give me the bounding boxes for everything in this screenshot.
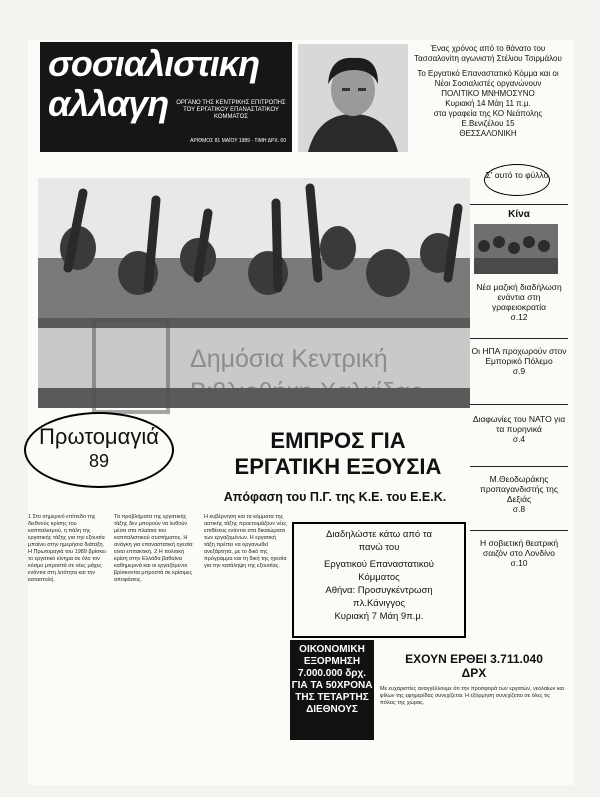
portrait-photo [298,44,408,152]
contents-item-china: Νέα μαζική διαδήλωση ενάντια στη γραφειοκρατία σ.12 [476,282,562,322]
divider [470,530,568,531]
contents-item-nato: Διαφωνίες του ΝΑΤΟ για τα πυρηνικά σ.4 [472,414,566,444]
watermark-line2: Βιβλιοθήκη Χαλκίδας [190,378,422,406]
divider [470,466,568,467]
in-this-issue-oval: Σ' αυτό το φύλλο [484,164,550,196]
library-watermark-logo [92,318,170,414]
divider [470,204,568,205]
contents-item-theodorakis: Μ.Θεοδωράκης προπαγανδιστής της Δεξιάς σ.8 [480,474,558,514]
masthead [40,42,292,152]
demonstration-call-box: Διαδηλώστε κάτω από τα πανώ του Εργατικού Επαναστατικού Κόμματος Αθήνα: Προσυγκέντρωση πλ.Κάνιγγος Κυριακή 7 Μάη 9π.μ. [292,522,466,638]
masthead-subtitle: ΟΡΓΑΝΟ ΤΗΣ ΚΕΝΤΡΙΚΗΣ ΕΠΙΤΡΟΠΗΣ ΤΟΥ ΕΡΓΑΤΙΚΟΥ ΕΠΑΝΑΣΤΑΤΙΚΟΥ ΚΟΜΜΑΤΟΣ [176,100,286,120]
masthead-title: σοσιαλιστικη αλλαγη [48,43,260,124]
may-day-year: 89 [88,451,110,471]
may-day-oval [24,412,174,488]
article-column-2: Τα προβλήματα της εργατικής τάξης δεν μπορούν να λυθούν μέσα στα πλαίσια του καπιταλιστικού συστήματος. Η ανάγκη για επαναστατική ηγεσία είναι επιτακτική. 2 Η πολιτική κρίση στην Ελλάδα βαθαίνει καθημερινά και οι εργαζόμενοι βρίσκονται μπροστά σε κρίσιμες αποφάσεις. [114,514,193,583]
may-day-label: Πρωτομαγιά [39,424,159,449]
article-column-1: 1 Στο σημερινό επίπεδο της διεθνούς κρίσης του καπιταλισμού, η πάλη της εργατικής τάξης για την εξουσία μπαίνει στην ημερήσια διάταξη. Η Πρωτομαγιά του 1989 βρίσκει το εργατικό κίνημα σε όλο τον κόσμο μπροστά σε νέες μάχες ενάντια στη λιτότητα και την καταστολή. [28,514,106,583]
divider [470,338,568,339]
china-photo [474,224,558,274]
fundraising-box: ΟΙΚΟΝΟΜΙΚΗ ΕΞΟΡΜΗΣΗ 7.000.000 δρχ. ΓΙΑ ΤΑ 50ΧΡΟΝΑ ΤΗΣ ΤΕΤΑΡΤΗΣ ΔΙΕΘΝΟΥΣ [290,640,374,740]
fundraising-total: ΕΧΟΥΝ ΕΡΘΕΙ 3.711.040 ΔΡΧ [405,652,543,680]
subheadline: Απόφαση του Π.Γ. της Κ.Ε. του Ε.Ε.Κ. [223,490,447,504]
memorial-notice: Ένας χρόνος από το θάνατο του Τασσαλονίτη αγωνιστή Στέλιου Τσιρμάλου Το Εργατικό Επαναστατικό Κόμμα και οι Νέοι Σοσιαλιστές οργανώνουν ΠΟΛΙΤΙΚΟ ΜΝΗΜΟΣΥΝΟ Κυριακή 14 Μάη 11 π.μ. στα γραφεία της ΚΟ Νεάπολης Ε.Βενιζέλου 15 ΘΕΣΣΑΛΟΝΙΚΗ [414,44,562,138]
article-column-3: Η κυβέρνηση και τα κόμματα της αστικής τάξης προετοιμάζουν νέες επιθέσεις ενάντια στα δικαιώματα των εργαζομένων. Η εργατική τάξη πρέπει να οργανωθεί ανεξάρτητα, με το δικό της πρόγραμμα και τη δική της ηγεσία για την κατάληψη της εξουσίας. [204,514,287,569]
divider [470,404,568,405]
main-headline: ΕΜΠΡΟΣ ΓΙΑ ΕΡΓΑΤΙΚΗ ΕΞΟΥΣΙΑ [234,428,442,479]
watermark-line1: Δημόσια Κεντρική [190,345,388,373]
contents-item-theatre: Η σοβιετική θεατρική σαιζόν στο Λονδίνο σ.10 [479,538,559,568]
fundraising-text: Με ευχαριστίες αναγγέλλουμε ότι την προσφορά των εργατών, νεολαίων και φίλων της εφημερίδας συνεχίζεται. Η εξόρμηση συνεχίζεται σε όλες τις πόλεις της χώρας. [380,686,564,706]
kina-label: Κίνα [508,209,530,220]
issue-info: ΑΡΙΘΜΟΣ 81 ΜΑΪΟΥ 1989 · ΤΙΜΗ ΔΡΧ. 60 [190,138,286,144]
contents-item-usa: Οι ΗΠΑ προχωρούν στον Εμπορικό Πόλεμο σ.9 [471,346,567,376]
